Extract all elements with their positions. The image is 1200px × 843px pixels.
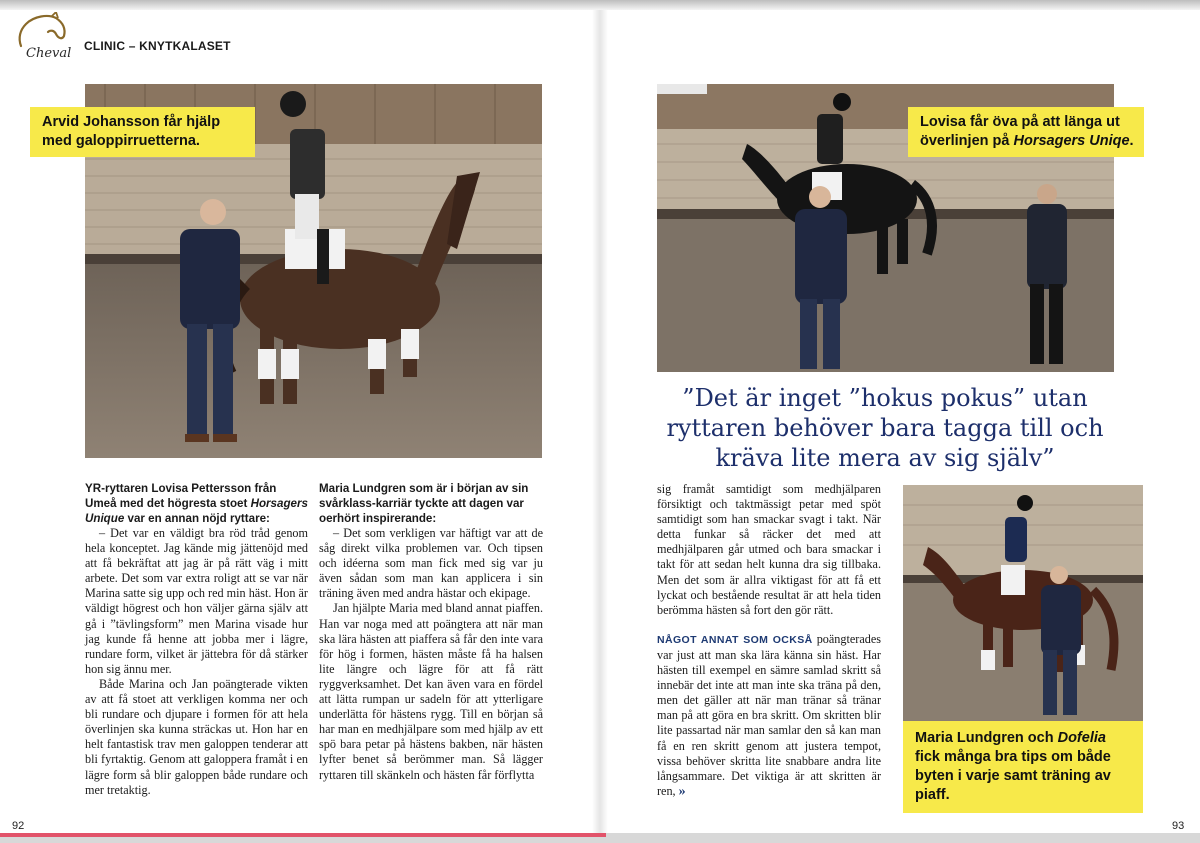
caption-photo-3-end: fick många bra tips om både byten i varje samt träning av piaff. <box>915 749 1111 803</box>
photo-maria-lundgren <box>903 485 1143 721</box>
caption-photo-3-text: Maria Lundgren och <box>915 730 1058 746</box>
column-1-lead <box>85 481 308 526</box>
caption-photo-2-end: . <box>1129 133 1134 149</box>
pull-quote: ”Det är inget ”hokus pokus” utan ryttaren behöver bara tagga till och kräva lite mera av sig själv” <box>666 384 1104 472</box>
caption-photo-2-text: Lovisa får öva på att längа ut överlinjen på <box>920 114 1120 149</box>
column-1 <box>85 481 308 798</box>
column-2-paragraph-1: – Det som verkligen var häftigt var att de såg direkt vilka problemen var. Och tipsen och idéerna som man fick med sig var ju även sådan som man kan applicera i sin träning även med andra hästar och ekipage. <box>319 526 543 601</box>
column-3-smallcaps-lead: NÅGOT ANNAT SOM OCKSÅ <box>657 633 813 646</box>
column-3-paragraph-2-text: poängterades var just att man ska lära känna sin häst. Har hästen till exempel en sämre samlad skritt så innebär det inte att man inte ska träna på den, men det gäller att när man tränar så tränar man på att göra en bra skritt. Om skritten blir lite passartad när man samlar den så kan man få en ren skritt genom att justera tempot, vissa behöver skritta lite snabbare andra lite långsammare. Det viktiga är att skritten är ren, <box>657 631 881 798</box>
page-number-left: 92 <box>12 820 25 832</box>
column-2-lead: Maria Lundgren som är i början av sin svårklass-karriär tyckte att dagen var oerhört inspirerande: <box>319 482 529 525</box>
caption-photo-3 <box>903 721 1143 813</box>
viewer-top-bar <box>0 0 1200 10</box>
continue-arrow-icon: » <box>678 783 686 799</box>
column-1-lead-end: var en annan nöjd ryttare: <box>124 512 270 525</box>
brand-name: Cheval <box>26 46 72 61</box>
caption-photo-2 <box>908 107 1144 157</box>
viewer-progress-fill <box>0 833 606 837</box>
column-3-paragraph-1: sig framåt samtidigt som medhjälparen försiktigt och taktmässigt petar med spöt samtidigt som han smackar svagt i takt. När detta funkar så räcker det med att medhjälparen går utmed och bara smackar i takt för att sedan helt kunna dra sig tillbaka. Men det som är allra viktigast för att få ett lyckat och bestående resultat är att hela tiden berömma hästen så fort den gör rätt. <box>657 482 881 617</box>
spread-gutter <box>592 10 608 833</box>
cheval-logo <box>12 12 76 64</box>
page-number-right: 93 <box>1172 820 1185 832</box>
column-2 <box>319 481 543 783</box>
column-2-paragraph-2: Jan hjälpte Maria med bland annat piaffen. Han var noga med att poängtera att när man ska lära hästen att piaffera så får den inte vara för hög i formen, hästen måste få ha halsen lite längre och lägre för att få rätt ryggverksamhet. Det kan även vara en fördel att lätta rumpan ur sadeln för att ytterligare underlätta för hästens rygg. Till en början så har man en medhjälpare som med hjälp av ett spö bara petar på hästens bakben, när hästen lyfter benet så berömmer man. Så lägger ryttaren till skänkeln och hästen får förflytta <box>319 601 543 782</box>
column-3 <box>657 482 881 799</box>
viewer-progress-bar[interactable] <box>0 833 1200 843</box>
caption-photo-3-horse: Dofelia <box>1057 730 1106 746</box>
caption-photo-2-horse: Horsagers Uniqe <box>1013 133 1130 149</box>
column-1-lead-text: YR-ryttaren Lovisa Pettersson från Umeå med det högresta stoet <box>85 482 277 510</box>
column-1-paragraph-1: – Det var en väldigt bra röd tråd genom hela konceptet. Jag kände mig jättenöjd med att få bekräftat att jag är på rätt väg i mitt arbete. Det som var extra roligt att se var när Marina satte sig upp och red min häst. Hon är väldigt högrest och hon väljer gärna själv att gå i ”tävlingsform” men Marina visade hur jag kunde få henne att jobba mer i lägre, rundare form, vilket är jättebra för då stärker hon sig ännu mer. <box>85 526 308 676</box>
section-tag: CLINIC – KNYTKALASET <box>84 39 231 53</box>
caption-photo-1: Arvid Johansson får hjälp med galoppirruetterna. <box>30 107 255 157</box>
column-1-lead-horse: Horsagers Unique <box>85 497 308 525</box>
column-3-paragraph-2 <box>657 632 881 799</box>
column-1-paragraph-2: Både Marina och Jan poängterade vikten av att få stoet att verkligen komma ner och bli rundare och djupare i formen för att hela överlinjen ska kunna sträckas ut. Hon har en helt fantastisk trav men galoppen tenderar att bli fyrtaktig. Genom att galoppera framåt i en lägre form så blir galoppen både rundare och mer tretaktig. <box>85 676 308 797</box>
